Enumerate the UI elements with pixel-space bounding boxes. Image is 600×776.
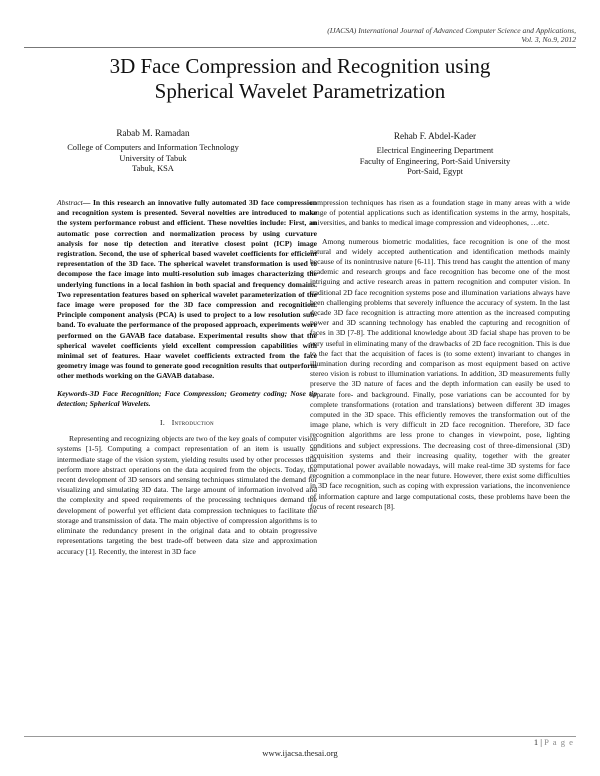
journal-url[interactable]: www.ijacsa.thesai.org <box>262 748 338 758</box>
author-affiliation: Tabuk, KSA <box>132 164 174 174</box>
abstract-label: Abstract <box>57 198 83 207</box>
journal-name: (IJACSA) International Journal of Advanced Computer Science and Applications, <box>327 26 576 35</box>
section-number: I. <box>160 418 166 428</box>
keywords: Keywords-3D Face Recognition; Face Compression; Geometry coding; Nose tip detection; Spherical Wavelets. <box>57 388 317 408</box>
author-block-1 <box>48 128 258 175</box>
left-column <box>57 198 317 557</box>
paragraph-intro: Representing and recognizing objects are two of the key goals of computer vision systems [1-5]. Computing a compact representation of an item is usually an intermediate stage of the vision system, yielding results used by other processes that perform more abstract operations on the data acquired from the objects. Today, the recent development of 3D sensors and sensing techniques stimulated the demand for visualizing and simulating 3D data. The large amount of information involved and the complexity and speed requirements of the processing techniques demand the development of powerful yet efficient data compression techniques to facilitate the storage and transmission of data. The main objective of compression algorithms is to eliminate the redundancy present in the original data and to obtain progressive representations targeting the best trade-off between data size and approximation accuracy [1]. Recently, the interest in 3D face <box>57 434 317 556</box>
abstract-text: — In this research an innovative fully automated 3D face compression and recognition system is presented. Several novelties are introduced to make the system performance robust and efficient. These novelties include: First, an automatic pose correction and normalization process by using curvature analysis for nose tip detection and iterative closest point (ICP) image registration. Second, the use of spherical based wavelet coefficients for efficient representation of the 3D face. The spherical wavelet transformation is used to decompose the face image into multi-resolution sub images characterizing the underlying functions in a local fashion in both spacial and frequency domains. Two representation features based on spherical wavelet parameterization of the face image were proposed for the 3D face compression and recognition. Principle component analysis (PCA) is used to project to a low resolution sub-band. To evaluate the performance of the proposed approach, experiments were performed on the GAVAB face database. Experimental results show that the spherical wavelet coefficients yield excellent compression capabilities with minimal set of features. Haar wavelet coefficients extracted from the face geometry image was found to generate good recognition results that outperform other methods working on the GAVAB database. <box>57 198 317 381</box>
paragraph-continued: compression techniques has risen as a foundation stage in many areas with a wide range of potential applications such as identification systems in the army, hospitals, universities, and banks to medical image compression and videophones, …etc. <box>310 198 570 228</box>
page-separator: | <box>540 737 542 747</box>
header-rule <box>24 47 576 48</box>
abstract <box>57 198 317 382</box>
author-affiliation: College of Computers and Information Technology <box>67 143 239 153</box>
section-heading <box>57 418 317 428</box>
author-affiliation: Faculty of Engineering, Port-Said University <box>359 156 511 166</box>
footer-rule <box>24 736 576 737</box>
author-block-2 <box>325 131 545 178</box>
author-name: Rehab F. Abdel-Kader <box>393 131 477 141</box>
paragraph-biometrics: Among numerous biometric modalities, face recognition is one of the most natural and widely accepted authentication and identification methods mainly because of its nonintrusive nature [6-11]. This trend has caught the attention of many academic and research groups and face recognition has become one of the most intriguing and active research areas in pattern recognition and computer vision. In traditional 2D face recognition systems pose and illumination variations always have been challenging problems that severely influence the accuracy of system. In the last decade 3D face recognition is attracting more attention as the increased computing power and 3D scanning technology has enabled the capturing and recognition of faces in 3D [7-8]. The additional knowledge about 3D facial shape has proven to be very useful in eliminating many of the drawbacks of 2D face recognition. This is due to the fact that the acquisition of faces is (to some extent) invariant to changes in illumination during recording and comparison as most equipment based on active stereo vision is robust to illumination variations. In addition, 3D measurements fully preserve the 3D nature of faces and the depth information can easily be used to separate fore- and background. Finally, pose variations can be accounted for by complete transformations (rotation and translations) between different 3D images computed in the 3D space. This efficiently removes the transformation out of the image plane, which is very difficult in 2D face recognition. Therefore, 3D face recognition algorithms are less prone to changes in viewpoint, pose, lighting conditions and subject expressions. The decreasing cost of three-dimensional (3D) acquisition systems and their increasing quality, together with the greater computational power available nowadays, will make real-time 3D systems for face recognition a commonplace in the near future. However, there exist some difficulties in 3D face recognition, such as coping with expression variations, the inconvenience of information capture and large computational costs, these problems have been the focus of recent research [8]. <box>310 236 570 511</box>
paper-title-line2: Spherical Wavelet Parametrization <box>154 79 446 103</box>
page-label: P a g e <box>544 737 574 747</box>
author-affiliation: Port-Said, Egypt <box>407 167 463 177</box>
page-number <box>534 737 574 747</box>
paper-title-line1: 3D Face Compression and Recognition using <box>109 54 491 78</box>
author-affiliation: Electrical Engineering Department <box>376 146 494 156</box>
right-column <box>310 198 570 512</box>
author-affiliation: University of Tabuk <box>119 153 187 163</box>
journal-header <box>327 26 576 44</box>
paper-title <box>60 54 540 104</box>
section-title: Introduction <box>171 418 214 428</box>
page-number-value: 1 <box>533 737 539 747</box>
author-name: Rabab M. Ramadan <box>116 128 190 138</box>
journal-volume: Vol. 3, No.9, 2012 <box>521 35 576 44</box>
